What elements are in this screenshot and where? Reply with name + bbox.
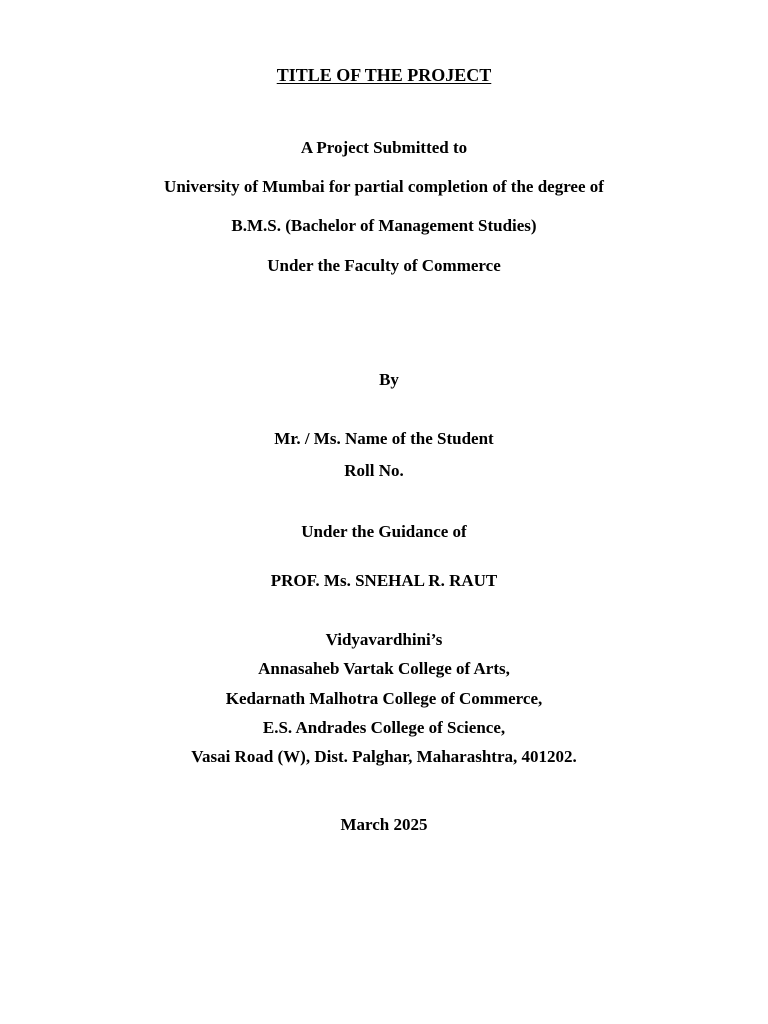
submission-line-2: University of Mumbai for partial completion of the degree of [164, 177, 604, 196]
faculty-line: Under the Faculty of Commerce [267, 256, 501, 275]
institution-line-4: E.S. Andrades College of Science, [262, 718, 506, 737]
submission-date: March 2025 [340, 815, 428, 834]
institution-address: Vasai Road (W), Dist. Palghar, Maharashtra, 401202. [191, 747, 577, 766]
institution-line-3: Kedarnath Malhotra College of Commerce, [225, 689, 543, 708]
submission-line-1: A Project Submitted to [300, 138, 468, 157]
student-name: Mr. / Ms. Name of the Student [274, 429, 494, 448]
institution-line-2: Annasaheb Vartak College of Arts, [258, 659, 510, 678]
guidance-label: Under the Guidance of [301, 522, 467, 541]
project-title: TITLE OF THE PROJECT [276, 65, 492, 85]
institution-line-1: Vidyavardhini’s [325, 630, 443, 649]
roll-number: Roll No. [344, 461, 404, 480]
degree-line: B.M.S. (Bachelor of Management Studies) [231, 216, 537, 235]
by-label: By [379, 370, 399, 389]
guide-name: PROF. Ms. SNEHAL R. RAUT [270, 571, 498, 590]
